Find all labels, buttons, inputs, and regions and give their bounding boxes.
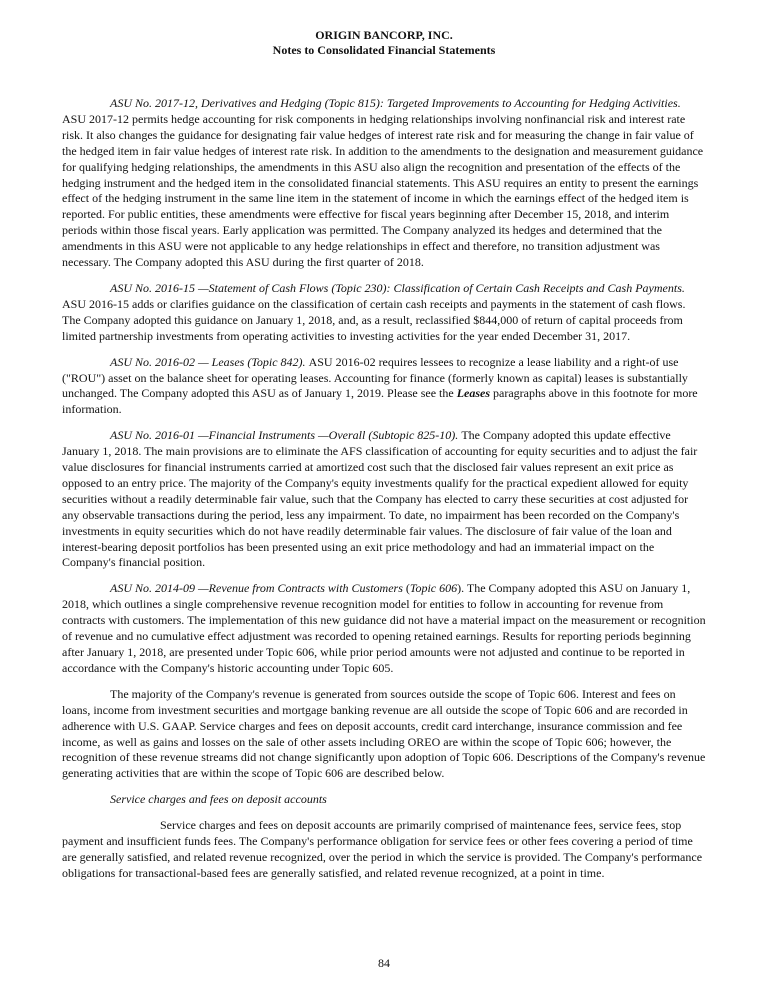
asu-2016-15-text: ASU 2016-15 adds or clarifies guidance on the classification of certain cash receipts and payments in the statement of cash flows. The Company adopted this guidance on January 1, 2018, and, as a result, reclassified $844,000 of return of capital proceeds from limited partnership investments from operating activities to investing activities for the year ended December 31, 2017. xyxy=(62,296,686,343)
document-body xyxy=(62,96,706,882)
paragraph-asu-2014-09 xyxy=(62,581,706,676)
paragraph-asu-2016-01 xyxy=(62,428,706,571)
paragraph-service-charges-detail xyxy=(62,818,706,882)
asu-2016-01-text: The Company adopted this update effective January 1, 2018. The main provisions are to eliminate the AFS classification of accounting for equity securities and to adjust the fair value disclosures for financial instruments carried at amortized cost such that the disclosed fair values represent an exit price as opposed to an entry price. The majority of the Company's equity investments qualify for the practical expedient allowed for equity securities without a readily determinable fair value, such that the Company has elected to carry these securities at cost adjusted for any observable transactions during the period, less any impairment. To date, no impairment has been recorded on the Company's investments in equity securities which do not have readily determinable fair values. The disclosure of fair value of the loan and interest-bearing deposit portfolios has been presented using an exit price methodology and had an immaterial impact on the Company's financial position. xyxy=(62,428,698,570)
asu-2014-09-title: ASU No. 2014-09 —Revenue from Contracts with Customers xyxy=(110,581,406,596)
asu-2016-15-title: ASU No. 2016-15 —Statement of Cash Flows (Topic 230): Classification of Certain Cash Receipts and Cash Payments. xyxy=(110,280,685,295)
leases-reference: Leases xyxy=(456,386,491,401)
asu-2016-02-title: ASU No. 2016-02 — Leases (Topic 842). xyxy=(110,354,309,369)
paragraph-asu-2017-12 xyxy=(62,96,706,271)
document-header xyxy=(62,28,706,58)
asu-2014-09-paren-open: ( xyxy=(405,581,410,596)
service-charges-detail-text: Service charges and fees on deposit accounts are primarily comprised of maintenance fees, service fees, stop payment and insufficient funds fees. The Company's performance obligation for service fees or other fees covering a period of time are generally satisfied, and related revenue recognized, over the period in which the service is provided. The Company's performance obligations for transactional-based fees are generally satisfied, and related revenue recognized, at a point in time. xyxy=(62,818,703,880)
paragraph-revenue-scope xyxy=(62,687,706,782)
revenue-scope-text: The majority of the Company's revenue is generated from sources outside the scope of Topic 606. Interest and fees on loans, income from investment securities and mortgage banking revenue are all outside the scope of Topic 606 and are recorded in adherence with U.S. GAAP. Service charges and fees on deposit accounts, credit card interchange, insurance commission and fee income, as well as gains and losses on the sale of other assets including OREO are within the scope of Topic 606; however, the recognition of these revenue streams did not change significantly upon adoption of Topic 606. Descriptions of the Company's revenue generating activities that are within the scope of Topic 606 are described below. xyxy=(62,686,706,781)
asu-2016-02-text-2: paragraphs above in this footnote for more information. xyxy=(62,386,698,417)
subheading-service-charges: Service charges and fees on deposit accounts xyxy=(110,792,327,807)
asu-2014-09-text: ). The Company adopted this ASU on January 1, 2018, which outlines a single comprehensive revenue recognition model for entities to follow in accounting for revenue from contracts with customers. The implementation of this new guidance did not have a material impact on the measurement or recognition of revenue and no cumulative effect adjustment was recorded to opening retained earnings. Results for reporting periods beginning after January 1, 2018, are presented under Topic 606, while prior period amounts were not adjusted and continue to be reported in accordance with the Company's historic accounting under Topic 605. xyxy=(62,581,706,675)
paragraph-asu-2016-15 xyxy=(62,281,706,345)
asu-2017-12-title: ASU No. 2017-12, Derivatives and Hedging (Topic 815): Targeted Improvements to Accounting for Hedging Activities. xyxy=(110,96,681,110)
asu-2014-09-topic: Topic 606 xyxy=(409,581,458,596)
paragraph-asu-2016-02 xyxy=(62,355,706,419)
document-title: Notes to Consolidated Financial Statements xyxy=(272,43,496,57)
company-name: ORIGIN BANCORP, INC. xyxy=(315,28,453,42)
page-number: 84 xyxy=(378,956,390,970)
asu-2016-02-text-1: ASU 2016-02 requires lessees to recognize a lease liability and a right-of use ("ROU") asset on the balance sheet for operating leases. Accounting for finance (formerly known as capital) leases is substantially unchanged. The Company adopted this ASU as of January 1, 2019. Please see the xyxy=(62,354,688,401)
asu-2017-12-text: ASU 2017-12 permits hedge accounting for risk components in hedging relationships involving nonfinancial risk and interest rate risk. It also changes the guidance for designating fair value hedges of interest rate risk and for measuring the change in fair value of the hedged item in fair value hedges of interest rate risk. In addition to the amendments to the designation and measurement guidance for qualifying hedging relationships, the amendments in this ASU also align the recognition and presentation of the effects of the hedging instrument and the hedged item in the consolidated financial statements. This ASU requires an entity to present the earnings effect of the hedging instrument in the same line item in the statement of income in which the earnings effect of the hedged item is reported. For public entities, these amendments were effective for fiscal years beginning after December 15, 2018, and interim periods within those fiscal years. Early application was permitted. The Company analyzed its hedges and determined that the amendments in this ASU were not applicable to any hedge relationships in effect and therefore, no transition adjustment was necessary. The Company adopted this ASU during the first quarter of 2018. xyxy=(62,111,704,270)
asu-2016-01-title: ASU No. 2016-01 —Financial Instruments —Overall (Subtopic 825-10). xyxy=(110,428,462,443)
